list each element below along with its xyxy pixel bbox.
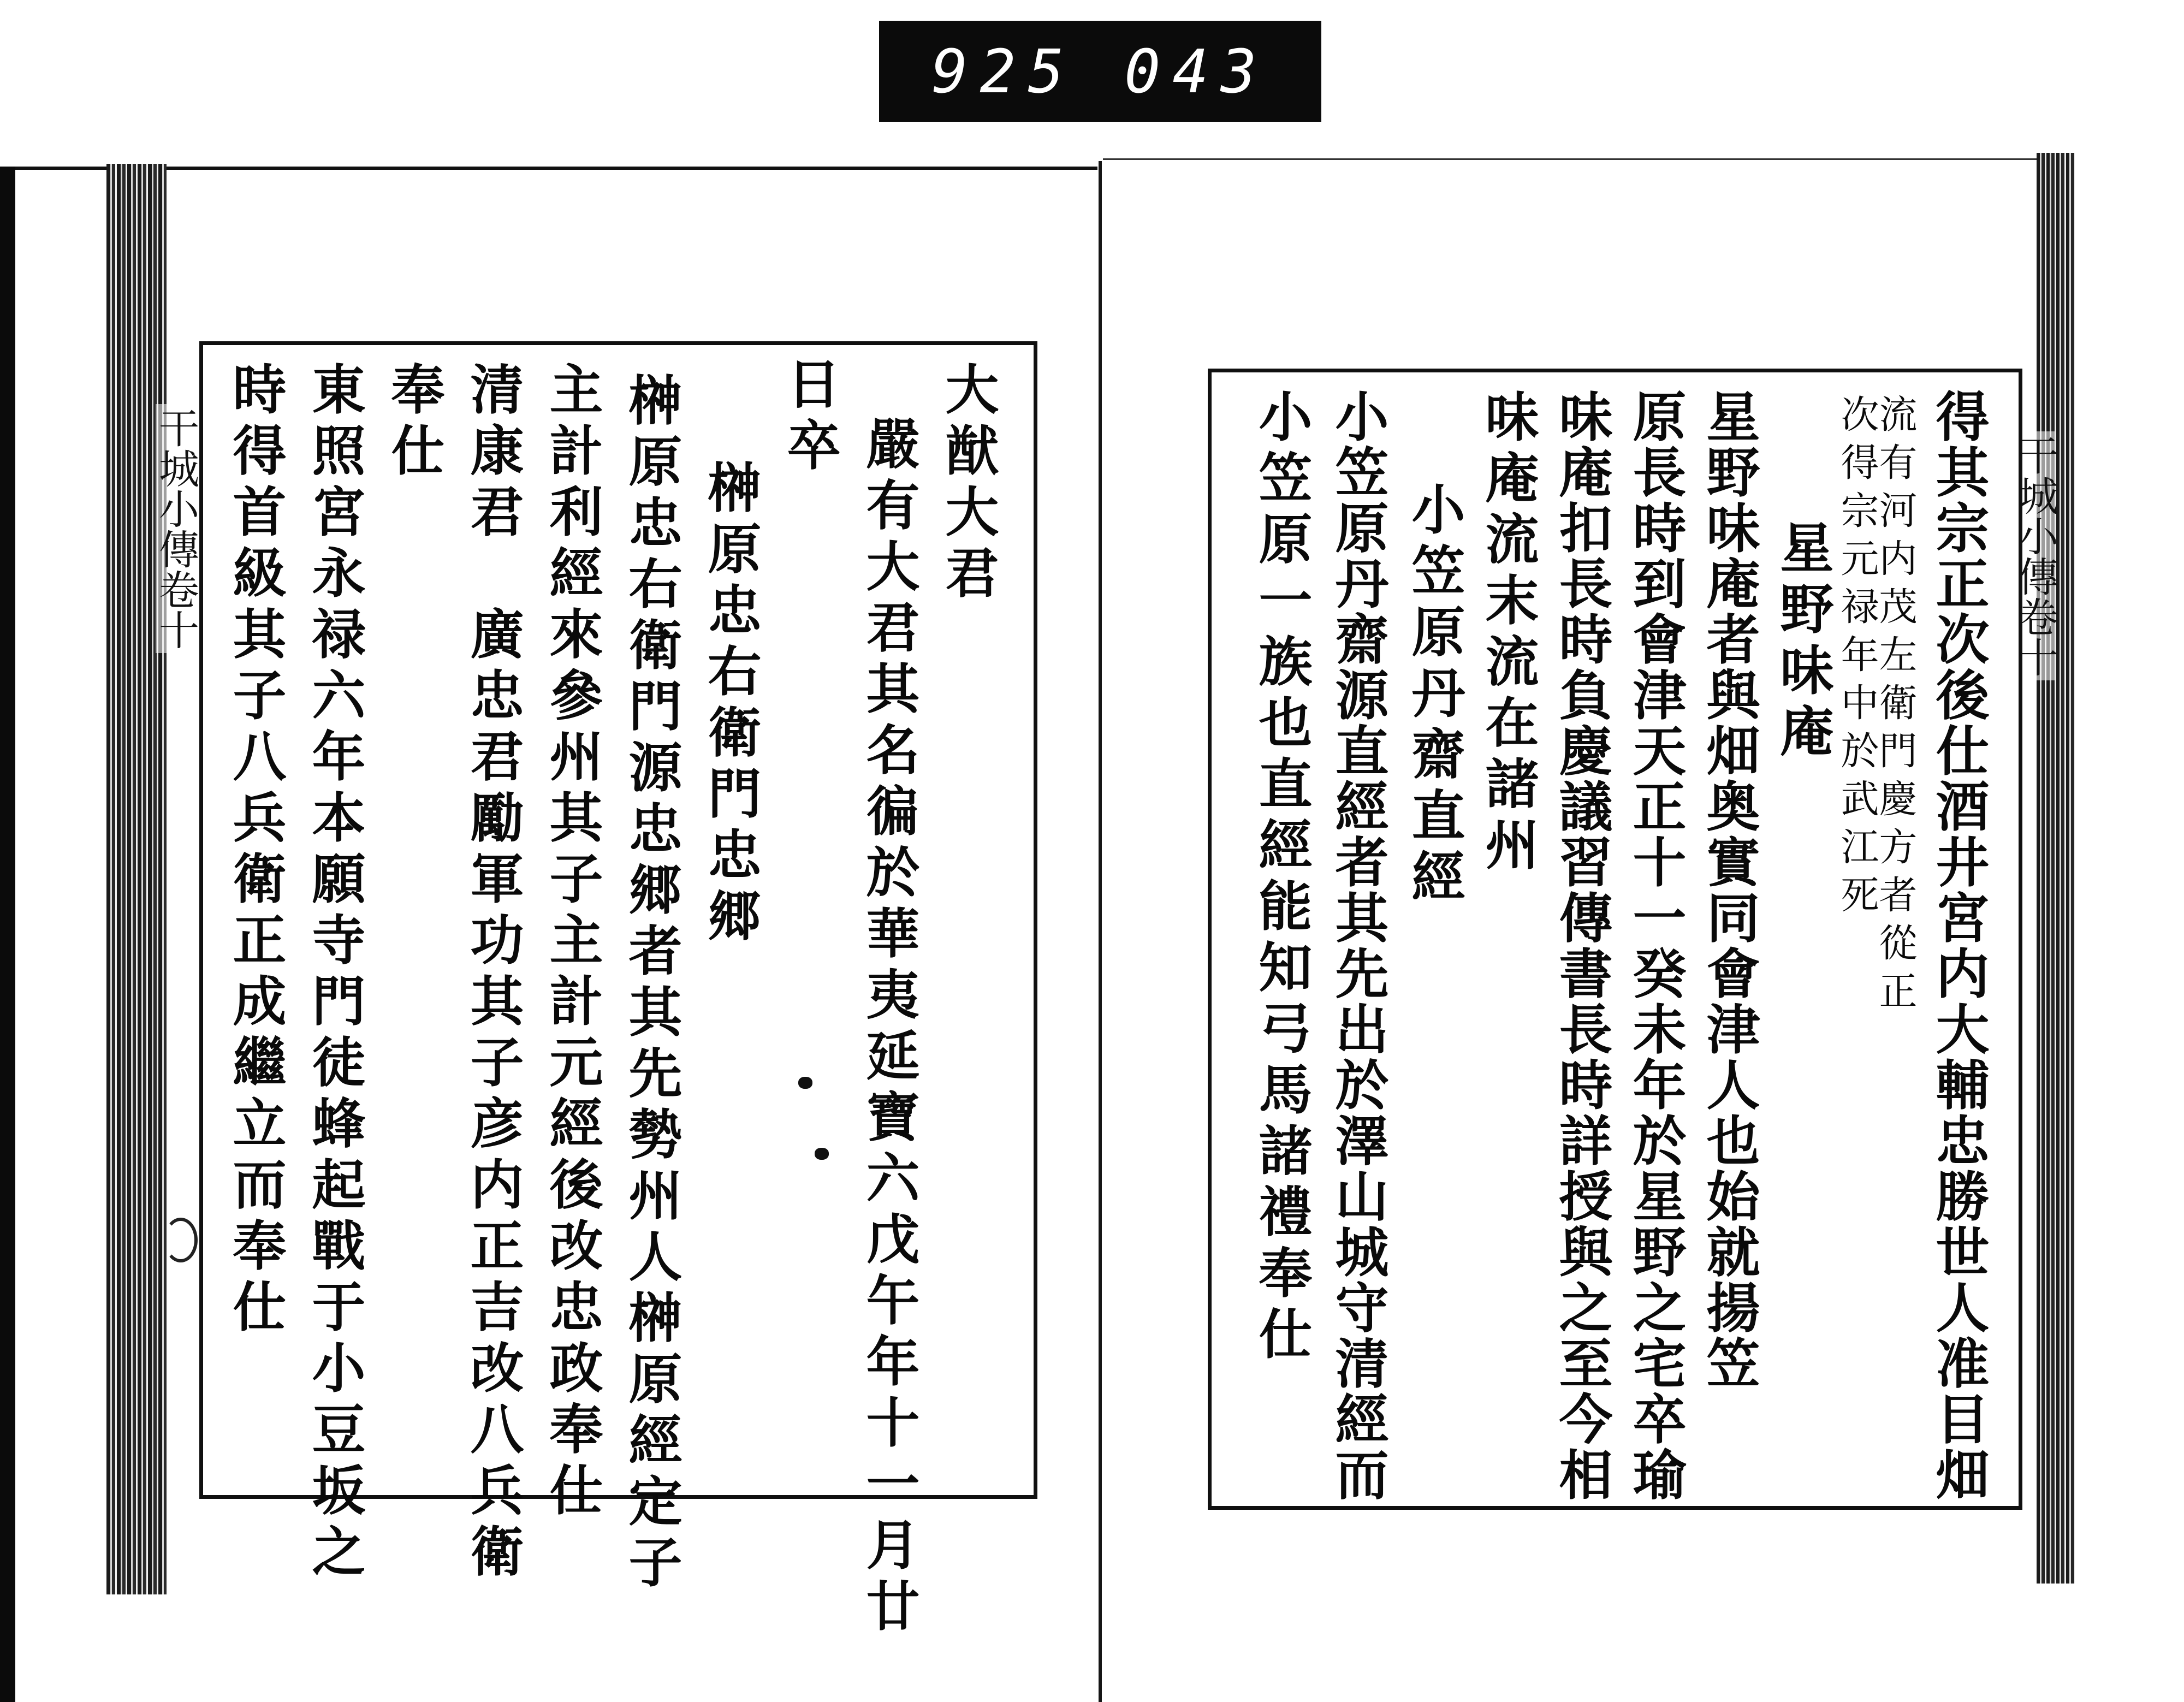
left-edge-title: 干城小傳卷十 (156, 404, 196, 653)
text-column: 榊原忠右衛門源忠郷者其先勢州人榊原經定子 (620, 372, 682, 1596)
text-column: 次得宗元禄年中於武江死 (1835, 394, 1879, 923)
ink-dot (798, 1077, 812, 1089)
text-column: 嚴有大君其名徧於華夷延寶六戊午年十一月廿 (857, 416, 920, 1639)
right-page-text-frame (1208, 369, 2022, 1510)
text-column: 流有河内茂左衛門慶方者從正 (1873, 394, 1918, 1019)
text-column: 大猷大君 (936, 361, 999, 606)
text-column: 星野味庵者與畑奥實同會津人也始就揚笠 (1698, 389, 1760, 1391)
right-page-fore-edge (2037, 153, 2075, 1584)
text-column: 得其宗正次後仕酒井宮内大輔忠勝世人准目畑 (1927, 389, 1990, 1503)
ink-dot (815, 1148, 829, 1160)
text-column: 主計利經來參州其子主計元經後改忠政奉仕 (541, 361, 603, 1523)
text-column: 小笠原一族也直經能知弓馬諸禮奉仕 (1250, 389, 1313, 1367)
text-column: 清康君 廣忠君勵軍功其子彦内正吉改八兵衛 (461, 361, 524, 1585)
ink-smudge-mark (164, 1218, 198, 1262)
left-page-fore-edge (106, 164, 167, 1594)
left-page-text-frame (199, 341, 1037, 1639)
text-column: 榊原忠右衛門忠郷 (699, 460, 762, 949)
book-spine-line (1099, 161, 1102, 1702)
right-top-border (1103, 158, 2053, 160)
text-column: 味庵流末流在諸州 (1476, 389, 1539, 878)
text-column: 時得首級其子八兵衛正成繼立而奉仕 (224, 361, 287, 1340)
archive-number-plate (879, 21, 1321, 122)
text-column: 星野味庵 (1771, 520, 1834, 764)
archive-number: 925 043 (931, 36, 1269, 106)
text-column: 味庵扣長時負慶議習傳書長時詳授與之至今相 (1550, 389, 1613, 1503)
text-column: 原長時到會津天正十一癸未年於星野之宅卒瑜 (1624, 389, 1687, 1503)
text-column: 小笠原丹齋直經 (1403, 482, 1465, 910)
text-column: 東照宮永禄六年本願寺門徒蜂起戰于小豆坂之 (303, 361, 366, 1585)
text-column: 日卒 (778, 356, 841, 478)
scan-left-edge (0, 167, 15, 1702)
text-column: 奉仕 (382, 361, 445, 484)
text-column: 小笠原丹齋源直經者其先出於澤山城守清經而 (1326, 389, 1389, 1503)
right-edge-title: 干城小傳卷十 (2015, 431, 2055, 680)
